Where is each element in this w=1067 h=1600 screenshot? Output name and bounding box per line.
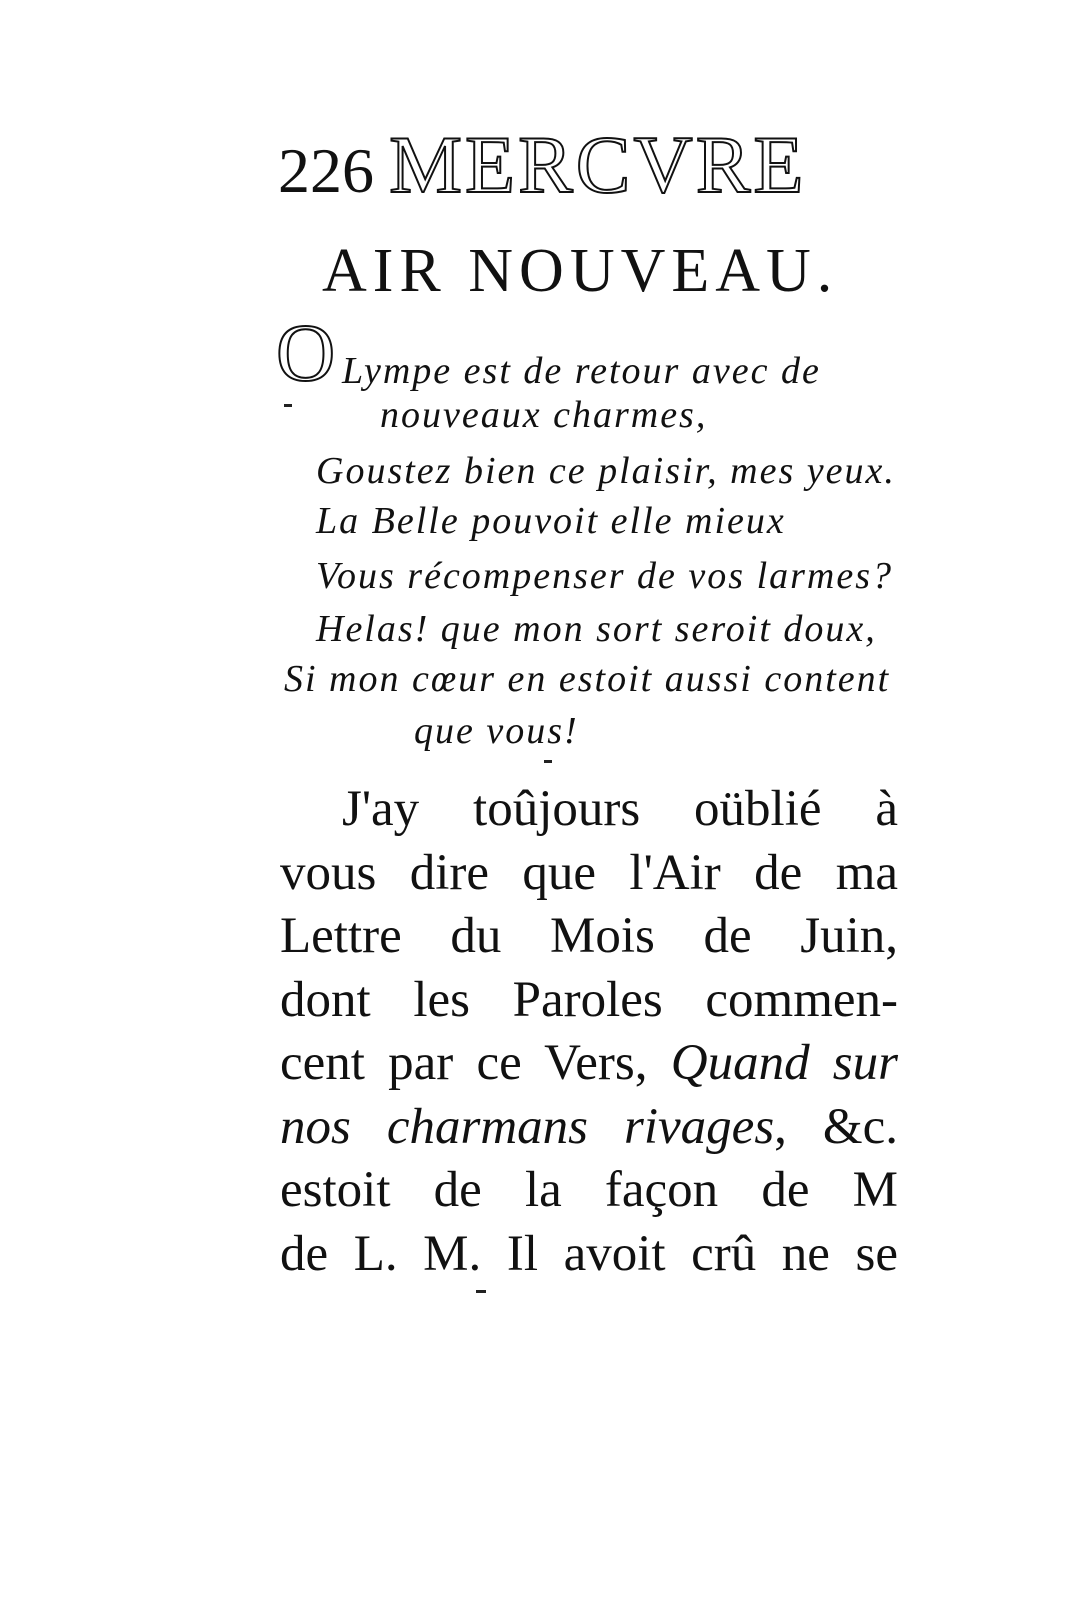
verse-line-3: Goustez bien ce plaisir, mes yeux. — [316, 450, 896, 492]
running-title: MERCVRE — [389, 119, 807, 210]
body-text — [280, 778, 910, 1286]
body-line-4: dont les Paroles commen- — [280, 971, 898, 1028]
ink-speck — [544, 760, 552, 763]
body-line-6 — [280, 1096, 898, 1160]
decorative-drop-cap: O — [276, 307, 336, 398]
body-line-5-roman: cent par ce Vers, — [280, 1035, 671, 1091]
ink-speck — [284, 404, 292, 407]
section-title: AIR NOUVEAU. — [322, 237, 839, 305]
page-number: 226 — [278, 135, 374, 206]
verse-line-8: que vous! — [414, 710, 579, 752]
body-line-8: de L. M. Il avoit crû ne se — [280, 1225, 898, 1282]
verse-line-1: Lympe est de retour avec de — [342, 350, 821, 392]
verse-line-7: Si mon cœur en estoit aussi content — [284, 658, 891, 700]
body-line-2: vous dire que l'Air de ma — [280, 844, 898, 901]
body-line-6-roman: , &c. — [774, 1098, 898, 1155]
body-line-6-italic: nos charmans rivages — [280, 1098, 775, 1155]
body-line-5 — [280, 1032, 898, 1096]
verse-line-6: Helas! que mon sort seroit doux, — [316, 608, 877, 650]
ink-speck — [476, 1290, 486, 1293]
body-line-7: estoit de la façon de M — [280, 1162, 898, 1218]
verse-line-2: nouveaux charmes, — [380, 394, 708, 436]
verse-line-4: La Belle pouvoit elle mieux — [316, 500, 786, 542]
body-line-5-italic: Quand sur — [670, 1035, 898, 1091]
verse-line-5: Vous récompenser de vos larmes? — [316, 555, 894, 597]
body-line-3: Lettre du Mois de Juin, — [280, 908, 898, 964]
body-line-1: J'ay toûjours oüblié à — [342, 781, 898, 837]
page-header — [278, 118, 806, 212]
